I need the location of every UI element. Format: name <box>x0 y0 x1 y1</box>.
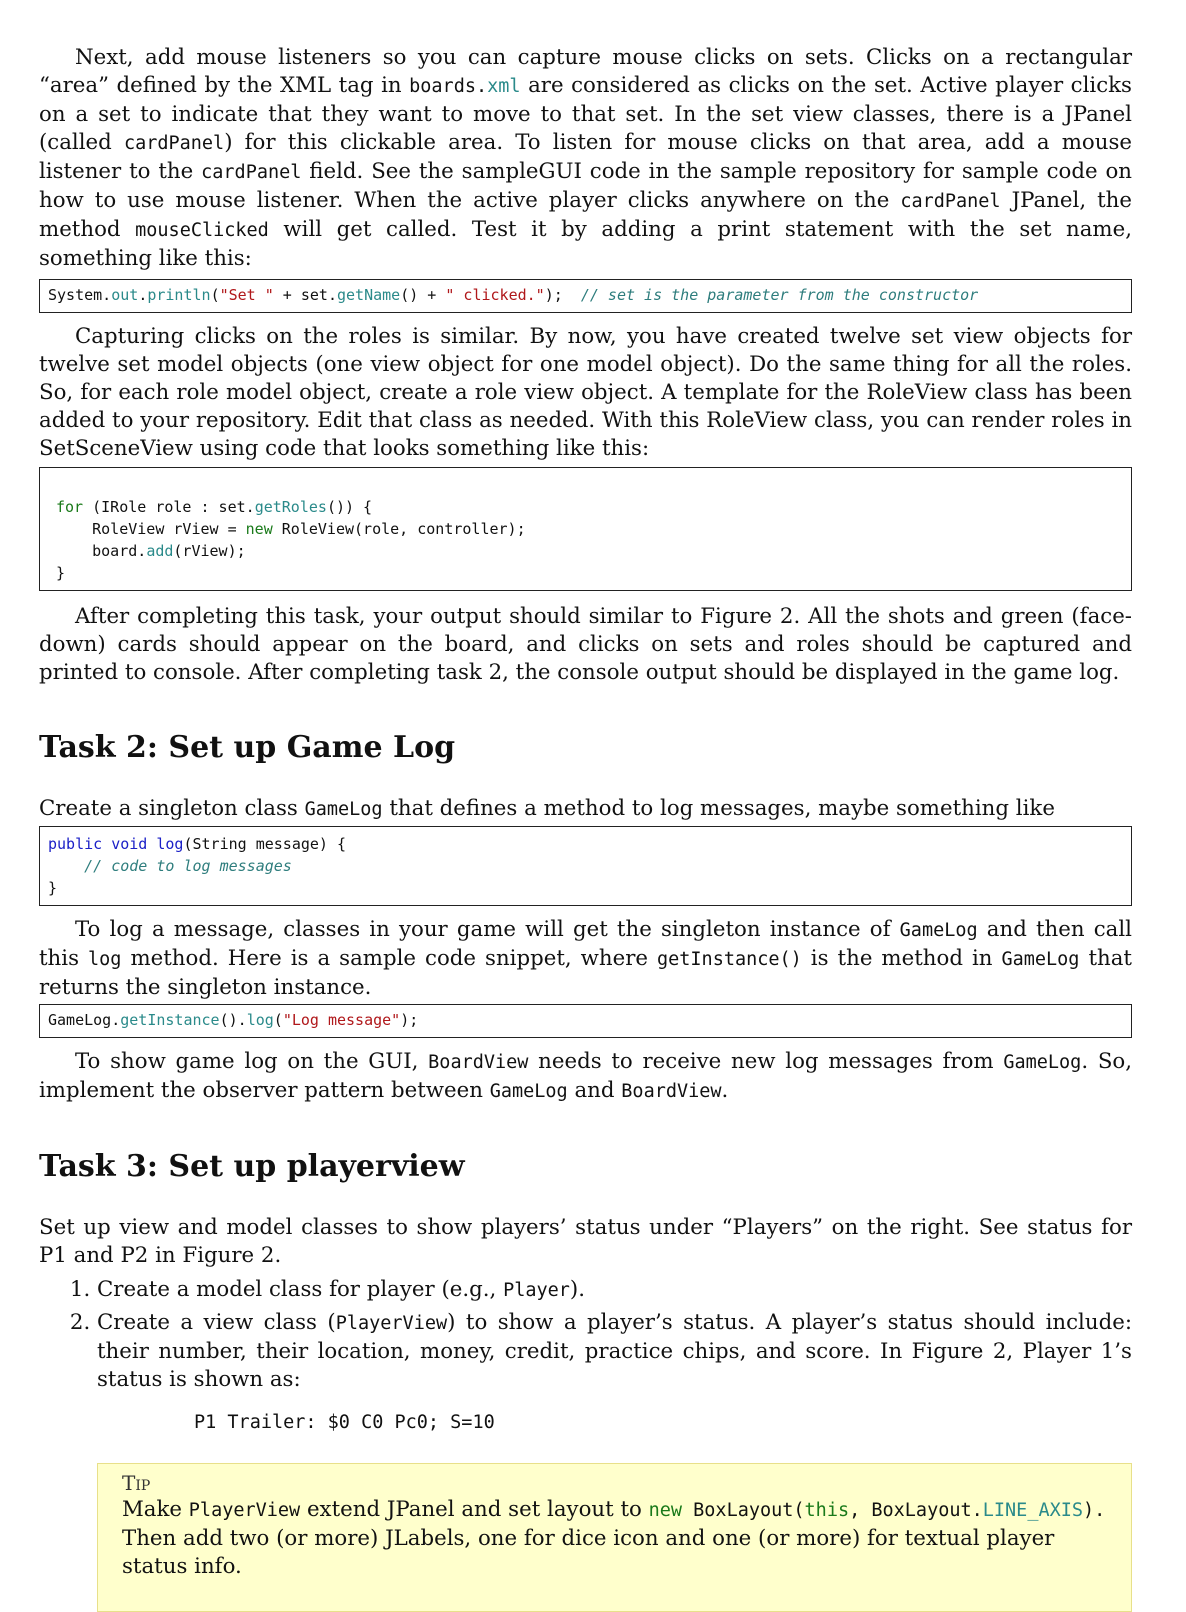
tip-text: Make PlayerView extend JPanel and set layout to new BoxLayout(this, BoxLayout.LINE_AXIS). Then add two (or more) JLabels, one for dice icon and one (or more) for textual player status info. <box>122 1497 1106 1579</box>
paragraph-playerview-intro: Set up view and model classes to show players’ status under “Players” on the right. See status for P1 and P2 in Figure 2. <box>39 1215 1132 1268</box>
task3-steps-list <box>39 1276 1132 1394</box>
tip-box <box>97 1463 1132 1612</box>
player-status-example: P1 Trailer: $0 C0 Pc0; S=10 <box>194 1412 495 1433</box>
code-block-println: System.out.println("Set " + set.getName() + " clicked."); // set is the parameter from the constructor <box>39 279 1132 313</box>
paragraph-mouse-listeners: Next, add mouse listeners so you can capture mouse clicks on sets. Clicks on a rectangular “area” defined by the XML tag in boards.xml are considered as clicks on the set. Active player clicks on a set to indicate that they want to move to that set. In the set view classes, there is a JPanel (called cardPanel) for this clickable area. To listen for mouse clicks on that area, add a mouse listener to the cardPanel field. See the sampleGUI code in the sample repository for sample code on how to use mouse listener. When the active player clicks anywhere on the cardPanel JPanel, the method mouseClicked will get called. Test it by adding a print statement with the set name, something like this: <box>39 45 1132 271</box>
list-item: 2. Create a view class (PlayerView) to show a player’s status. A player’s status should include: their number, their location, money, credit, practice chips, and score. In Figure 2, Player 1’s status is shown as: <box>97 1309 1132 1394</box>
heading-task-2: Task 2: Set up Game Log <box>39 730 456 765</box>
paragraph-after-completing: After completing this task, your output should similar to Figure 2. All the shots and green (face-down) cards should appear on the board, and clicks on sets and roles should be captured and printed to console. After completing task 2, the console output should be displayed in the game log. <box>39 604 1132 685</box>
code-block-log-method: public void log(String message) { // code to log messages } <box>39 826 1132 906</box>
code-block-getinstance: GameLog.getInstance().log("Log message"); <box>39 1004 1132 1038</box>
paragraph-roles: Capturing clicks on the roles is similar. By now, you have created twelve set view objects for twelve set model objects (one view object for one model object). Do the same thing for all the roles. So, for each role model object, create a role view object. A template for the RoleView class has been added to your repository. Edit that class as needed. With this RoleView class, you can render roles in SetSceneView using code that looks something like this: <box>39 324 1132 461</box>
list-item: 1. Create a model class for player (e.g., Player). <box>97 1276 1132 1305</box>
tip-title: Tip <box>122 1471 151 1495</box>
code-block-roleview: for (IRole role : set.getRoles()) { RoleView rView = new RoleView(role, controller); board.add(rView); } <box>39 467 1132 591</box>
heading-task-3: Task 3: Set up playerview <box>39 1149 465 1184</box>
paragraph-observer: To show game log on the GUI, BoardView needs to receive new log messages from GameLog. So, implement the observer pattern between GameLog and BoardView. <box>39 1049 1132 1103</box>
paragraph-gamelog-intro: Create a singleton class GameLog that defines a method to log messages, maybe something like <box>39 796 1055 821</box>
document-page <box>39 44 1132 1612</box>
paragraph-log-message: To log a message, classes in your game will get the singleton instance of GameLog and then call this log method. Here is a sample code snippet, where getInstance() is the method in GameLog that returns the singleton instance. <box>39 917 1132 1000</box>
